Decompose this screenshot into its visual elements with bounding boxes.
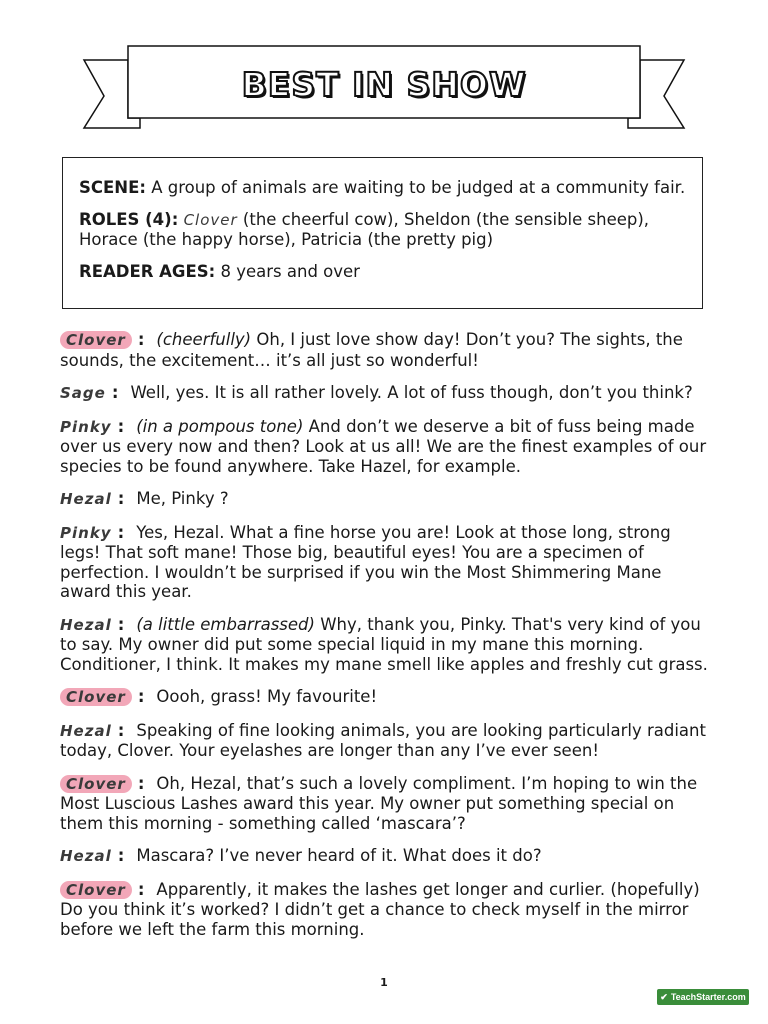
scene-label: SCENE:: [79, 178, 146, 197]
roles-handwritten-name: Clover: [183, 211, 238, 229]
roles-text-2: Horace (the happy horse), Patricia (the pretty pig): [79, 230, 494, 249]
speaker-colon: :: [111, 383, 119, 402]
script-line: [60, 687, 710, 708]
ages-label: READER AGES:: [79, 262, 216, 281]
script-line: [60, 417, 710, 477]
speaker-colon: :: [137, 330, 145, 349]
speaker-colon: :: [117, 720, 125, 740]
logo-text: TeachStarter.com: [670, 992, 746, 1002]
speaker-colon: :: [137, 773, 145, 793]
ages-row: [79, 262, 686, 282]
script-line: [60, 330, 710, 370]
check-icon: ✔: [660, 992, 668, 1002]
speaker-name: Hezal: [60, 615, 112, 634]
script-line: [60, 489, 710, 510]
speaker-colon: :: [117, 614, 125, 634]
ages-text: 8 years and over: [220, 262, 360, 281]
dialogue-text: Me, Pinky ?: [136, 489, 229, 508]
dialogue-text: Well, yes. It is all rather lovely. A lot of fuss though, don’t you think?: [130, 383, 693, 402]
dialogue-text: Oh, Hezal, that’s such a lovely compliment. I’m hoping to win the Most Luscious Lashes award this year. My owner put something special on them this morning - something called ‘mascara’?: [60, 773, 698, 833]
speaker-name: Clover: [60, 881, 132, 899]
speaker-colon: :: [137, 687, 145, 706]
script-line: [60, 880, 710, 940]
page-number: 1: [380, 976, 388, 989]
script-line: [60, 615, 710, 675]
dialogue-text: Oooh, grass! My favourite!: [156, 687, 378, 706]
script-line: [60, 721, 710, 761]
speaker-colon: :: [117, 522, 125, 542]
speaker-name: Clover: [60, 331, 132, 349]
script-line: [60, 846, 710, 867]
roles-text-1: (the cheerful cow), Sheldon (the sensible sheep),: [242, 210, 650, 229]
speaker-colon: :: [137, 879, 145, 899]
stage-direction: (a little embarrassed): [136, 614, 315, 634]
speaker-name: Hezal: [60, 721, 112, 740]
scene-info-box: [62, 157, 703, 309]
speaker-name: Clover: [60, 688, 132, 706]
roles-label: ROLES (4): [79, 210, 172, 229]
speaker-name: Pinky: [60, 417, 112, 436]
dialogue-text: Why, thank you, Pinky. That's very kind of you to say. My owner did put some special liquid in my mane this morning. Conditioner, I think. It makes my mane smell like apples and freshly cut grass.: [60, 614, 708, 674]
stage-direction: (cheerfully): [156, 330, 252, 349]
dialogue-text: Speaking of fine looking animals, you are looking particularly radiant today, Clover. Your eyelashes are longer than any I’ve ever seen!: [60, 720, 706, 760]
dialogue-text: Oh, I just love show day! Don’t you? The sights, the sounds, the excitement… it’s all just so wonderful!: [60, 330, 683, 370]
speaker-colon: :: [117, 489, 125, 508]
speaker-colon: :: [117, 416, 125, 436]
page-title: BEST IN SHOW: [241, 65, 527, 104]
speaker-name: Hezal: [60, 847, 112, 865]
script-line: [60, 523, 710, 602]
dialogue-text: Yes, Hezal. What a fine horse you are! Look at those long, strong legs! That soft mane! Those big, beautiful eyes! You are a specimen of perfection. I wouldn’t be surprised if you win the Most Shimmering Mane award this year.: [60, 522, 671, 601]
scene-text: A group of animals are waiting to be judged at a community fair.: [151, 178, 686, 197]
teachstarter-logo: [657, 989, 749, 1005]
script-line: [60, 774, 710, 834]
script-lines: [60, 330, 710, 952]
speaker-name: Pinky: [60, 523, 112, 542]
script-line: [60, 383, 710, 404]
dialogue-text: Mascara? I’ve never heard of it. What does it do?: [136, 846, 542, 865]
speaker-name: Sage: [60, 384, 106, 402]
dialogue-text: Apparently, it makes the lashes get longer and curlier. (hopefully) Do you think it’s worked? I didn’t get a chance to check myself in the mirror before we left the farm this morning.: [60, 879, 700, 939]
speaker-name: Hezal: [60, 490, 112, 508]
speaker-name: Clover: [60, 775, 132, 793]
roles-row: ROLES (4): Clover (the cheerful cow), Sheldon (the sensible sheep), Horace (the happy horse), Patricia (the pretty pig): [79, 210, 650, 249]
scene-row: [79, 178, 686, 198]
stage-direction: (in a pompous tone): [136, 416, 304, 436]
speaker-colon: :: [117, 846, 125, 865]
dialogue-text: And don’t we deserve a bit of fuss being made over us every now and then? Look at us all! We are the finest examples of our species to be found anywhere. Take Hazel, for example.: [60, 416, 707, 476]
